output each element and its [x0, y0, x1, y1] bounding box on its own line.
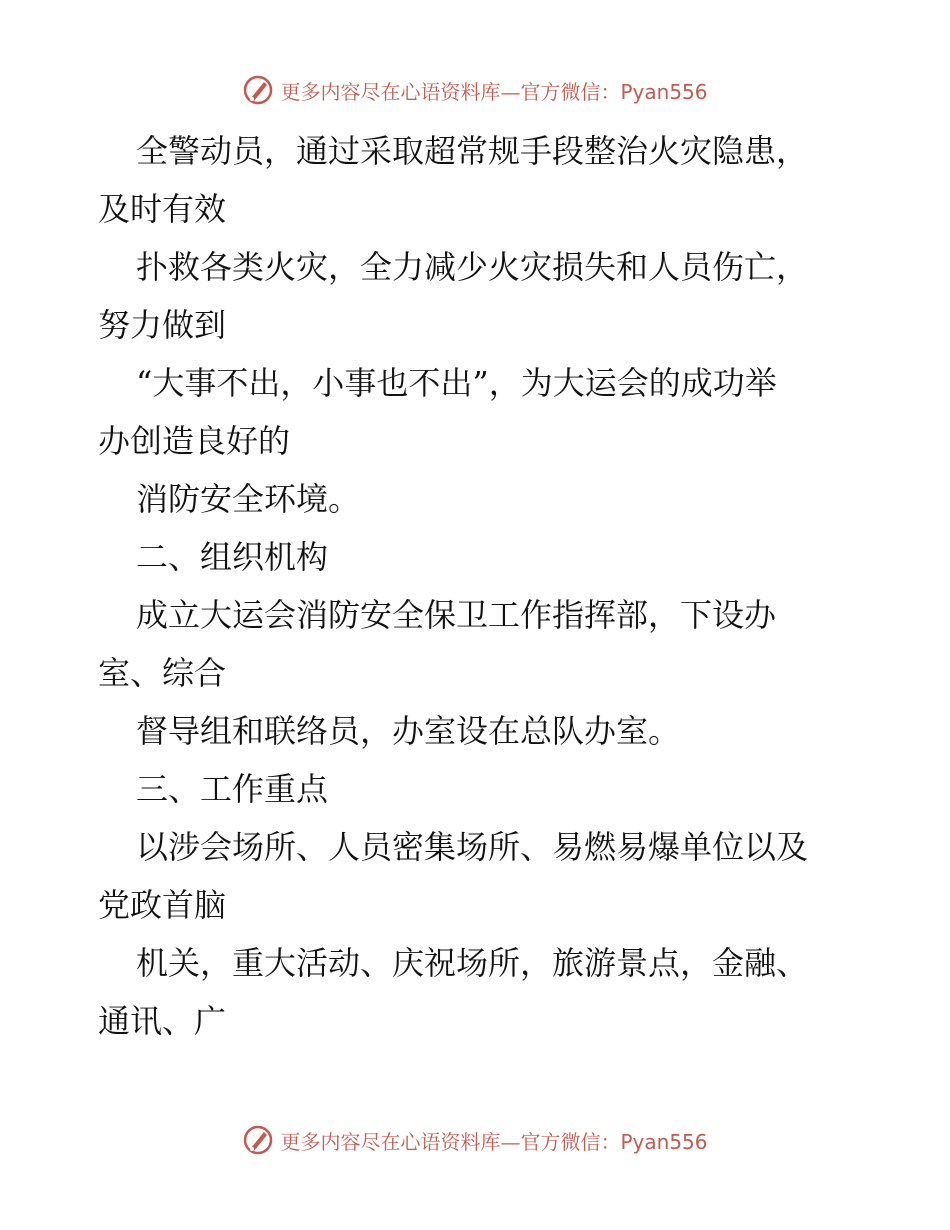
text-line: 督导组和联络员，办室设在总队办室。	[136, 712, 681, 750]
text-line: 全警动员，通过采取超常规手段整治火灾隐患，	[136, 132, 809, 170]
watermark-brand: 更多内容尽在心语资料库	[280, 79, 501, 104]
section-heading: 三、工作重点	[136, 770, 329, 808]
watermark-text	[280, 1126, 707, 1155]
text-line: 通讯、广	[98, 1002, 227, 1040]
text-line: 室、综合	[98, 654, 227, 692]
watermark-wechat-label: 官方微信：	[520, 79, 621, 104]
text-line: 消防安全环境。	[136, 480, 361, 518]
watermark-separator: —	[500, 79, 521, 104]
text-line: 办创造良好的	[98, 422, 291, 460]
text-line: 党政首脑	[98, 886, 227, 924]
watermark-brand: 更多内容尽在心语资料库	[280, 1129, 501, 1154]
text-line: 以涉会场所、人员密集场所、易燃易爆单位以及	[136, 828, 809, 866]
text-line: 扑救各类火灾，全力减少火灾损失和人员伤亡，	[136, 248, 809, 286]
watermark-text	[280, 76, 707, 105]
footer-watermark	[0, 1120, 950, 1160]
pen-logo-icon	[242, 1124, 274, 1156]
watermark-wechat-id: Pyan556	[620, 79, 708, 104]
text-line: 成立大运会消防安全保卫工作指挥部，下设办	[136, 596, 777, 634]
section-heading: 二、组织机构	[136, 538, 329, 576]
watermark-separator: —	[500, 1129, 521, 1154]
text-line: 及时有效	[98, 190, 227, 228]
document-body	[98, 122, 868, 1050]
header-watermark	[0, 70, 950, 110]
pen-logo-icon	[242, 74, 274, 106]
text-line: “大事不出，小事也不出”，为大运会的成功举	[136, 364, 777, 402]
text-line: 努力做到	[98, 306, 227, 344]
text-line: 机关，重大活动、庆祝场所，旅游景点，金融、	[136, 944, 809, 982]
watermark-wechat-id: Pyan556	[620, 1129, 708, 1154]
watermark-wechat-label: 官方微信：	[520, 1129, 621, 1154]
